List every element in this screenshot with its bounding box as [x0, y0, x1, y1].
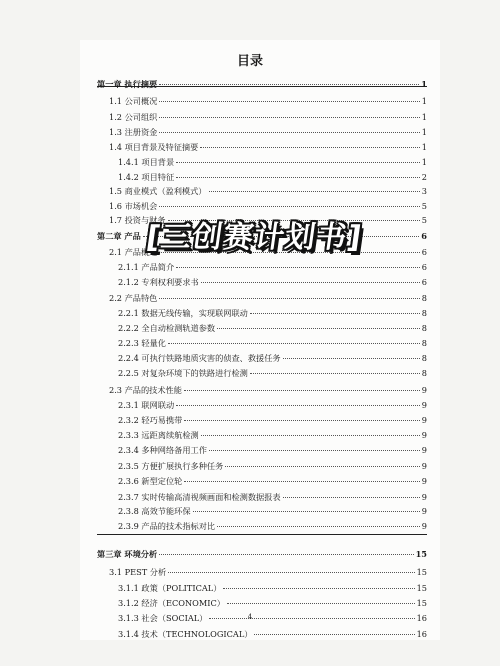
toc-entry-title: 2.3.4 多种网络备用工作: [118, 445, 207, 455]
toc-entry-title: 2.2.5 对复杂环境下的铁路进行检测: [118, 368, 248, 378]
toc-entry[interactable]: [97, 157, 427, 168]
toc-entry-title: 1.5 商业模式（盈利模式）: [109, 186, 207, 196]
toc-leader-dots: [159, 116, 419, 118]
toc-entry-page: 9: [421, 461, 427, 471]
toc-entry-title: 2.1.1 产品简介: [118, 262, 175, 272]
toc-entry-title: 3.1.3 社会（SOCIAL）: [118, 613, 208, 623]
toc-entry-page: 1: [421, 157, 427, 167]
toc-entry-title: 2.2.1 数据无线传输，实现联网联动: [118, 308, 248, 318]
toc-leader-dots: [159, 83, 419, 85]
toc-entry-title: 3.1 PEST 分析: [109, 567, 167, 577]
toc-entry-page: 1: [421, 142, 427, 152]
toc-entry-page: 9: [421, 430, 427, 440]
page-title: 目录: [236, 54, 263, 69]
toc-entry[interactable]: [97, 400, 427, 411]
toc-entry-title: 2.2.4 可执行铁路地质灾害的侦查、救援任务: [118, 353, 281, 363]
toc-entry[interactable]: [97, 127, 427, 138]
toc-entry[interactable]: [97, 583, 427, 594]
toc-entry-title: 2.1 产品概述: [109, 247, 158, 257]
toc-leader-dots: [159, 131, 419, 133]
toc-entry-title: 1.1 公司概况: [109, 96, 158, 106]
toc-entry[interactable]: [97, 79, 427, 90]
toc-entry-title: 2.2.3 轻量化: [118, 338, 166, 348]
toc-leader-dots: [209, 449, 420, 451]
toc-entry-title: 3.1.1 政策（POLITICAL）: [118, 583, 222, 593]
toc-entry-page: 15: [416, 567, 427, 577]
toc-entry-title: 2.3.3 远距离续航检测: [118, 430, 199, 440]
toc-entry[interactable]: [97, 549, 427, 560]
toc-leader-dots: [168, 342, 420, 344]
chapter-rule: [97, 534, 427, 535]
toc-entry-page: 9: [421, 492, 427, 502]
toc-entry-page: 16: [416, 613, 427, 623]
toc-entry-title: 1.4 项目背景及特征摘要: [109, 142, 199, 152]
toc-entry-page: 16: [416, 629, 427, 639]
toc-entry[interactable]: [97, 96, 427, 107]
toc-entry[interactable]: [97, 323, 427, 334]
toc-entry[interactable]: [97, 461, 427, 472]
toc-entry[interactable]: [97, 430, 427, 441]
toc-entry[interactable]: [97, 445, 427, 456]
toc-entry-page: 2: [421, 172, 427, 182]
toc-entry[interactable]: [97, 277, 427, 288]
toc-entry[interactable]: [97, 368, 427, 379]
toc-leader-dots: [250, 372, 420, 374]
toc-entry-page: 8: [421, 308, 427, 318]
toc-leader-dots: [176, 404, 420, 406]
toc-entry-title: 1.6 市场机会: [109, 201, 158, 211]
toc-entry-title: 2.3.7 实时传输高清视频画面和检测数据报表: [118, 492, 281, 502]
toc-entry[interactable]: [97, 353, 427, 364]
toc-entry-title: 2.3.1 联网联动: [118, 400, 175, 410]
toc-leader-dots: [209, 190, 420, 192]
toc-entry-page: 9: [421, 506, 427, 516]
toc-leader-dots: [184, 389, 420, 391]
toc-entry[interactable]: [97, 201, 427, 212]
toc-entry[interactable]: [97, 506, 427, 517]
toc-entry-title: 1.4.1 项目背景: [118, 157, 175, 167]
toc-entry[interactable]: [97, 476, 427, 487]
toc-entry-page: 8: [421, 353, 427, 363]
toc-entry-title: 1.4.2 项目特征: [118, 172, 175, 182]
toc-entry-title: 1.7 投资与财务: [109, 215, 166, 225]
toc-entry-title: 1.3 注册资金: [109, 127, 158, 137]
toc-leader-dots: [225, 465, 419, 467]
toc-leader-dots: [168, 571, 414, 573]
toc-entry[interactable]: [97, 186, 427, 197]
toc-leader-dots: [159, 205, 419, 207]
toc-leader-dots: [227, 602, 415, 604]
toc-entry-page: 8: [421, 323, 427, 333]
toc-entry-title: 2.3.8 高效节能环保: [118, 506, 191, 516]
toc-entry-page: 15: [415, 549, 427, 559]
toc-entry-page: 9: [421, 521, 427, 531]
toc-entry[interactable]: [97, 521, 427, 532]
toc-leader-dots: [184, 419, 419, 421]
toc-entry-page: 1: [421, 79, 427, 89]
toc-leader-dots: [283, 496, 420, 498]
toc-entry[interactable]: [97, 385, 427, 396]
toc-entry-page: 15: [416, 583, 427, 593]
toc-entry-title: 2.3 产品的技术性能: [109, 385, 182, 395]
toc-entry[interactable]: [97, 629, 427, 640]
toc-entry[interactable]: [97, 112, 427, 123]
toc-entry-page: 6: [421, 277, 427, 287]
toc-entry[interactable]: [97, 308, 427, 319]
toc-entry[interactable]: [97, 567, 427, 578]
toc-leader-dots: [283, 357, 420, 359]
toc-leader-dots: [159, 297, 419, 299]
toc-entry[interactable]: [97, 598, 427, 609]
toc-entry-title: 2.2 产品特色: [109, 293, 158, 303]
toc-entry-page: 9: [421, 445, 427, 455]
toc-leader-dots: [193, 510, 420, 512]
toc-leader-dots: [176, 266, 420, 268]
toc-entry-page: 9: [421, 385, 427, 395]
toc-entry[interactable]: [97, 415, 427, 426]
toc-entry-title: 3.1.4 技术（TECHNOLOGICAL）: [118, 629, 253, 639]
toc-entry[interactable]: [97, 142, 427, 153]
toc-entry-page: 1: [421, 127, 427, 137]
toc-entry-page: 8: [421, 368, 427, 378]
toc-entry-page: 6: [421, 262, 427, 272]
toc-entry-page: 8: [421, 338, 427, 348]
page-number: 4: [247, 613, 253, 621]
toc-leader-dots: [250, 312, 420, 314]
toc-leader-dots: [184, 480, 419, 482]
toc-leader-dots: [217, 525, 420, 527]
toc-leader-dots: [176, 176, 420, 178]
toc-entry-title: 3.1.2 经济（ECONOMIC）: [118, 598, 225, 608]
toc-entry-page: 9: [421, 415, 427, 425]
toc-entry-title: 2.3.5 方便扩展执行多种任务: [118, 461, 224, 471]
toc-entry-page: 1: [421, 96, 427, 106]
toc-entry-page: 6: [421, 247, 427, 257]
toc-entry-page: 3: [421, 186, 427, 196]
toc-leader-dots: [159, 100, 419, 102]
toc-leader-dots: [217, 327, 420, 329]
toc-entry[interactable]: [97, 172, 427, 183]
toc-entry-page: 5: [421, 201, 427, 211]
toc-entry-title: 2.2.2 全自动检测轨道参数: [118, 323, 216, 333]
toc-leader-dots: [223, 587, 414, 589]
toc-entry-title: 1.2 公司组织: [109, 112, 158, 122]
toc-leader-dots: [200, 146, 419, 148]
toc-entry-page: 5: [421, 215, 427, 225]
toc-entry[interactable]: [97, 492, 427, 503]
toc-entry[interactable]: [97, 338, 427, 349]
toc-leader-dots: [176, 161, 420, 163]
toc-entry-page: 15: [416, 598, 427, 608]
toc-entry-title: 2.3.2 轻巧易携带: [118, 415, 183, 425]
toc-leader-dots: [201, 434, 420, 436]
toc-entry-title: 第一章 执行摘要: [97, 79, 158, 89]
toc-entry[interactable]: [97, 262, 427, 273]
toc-entry-title: 2.3.9 产品的技术指标对比: [118, 521, 216, 531]
toc-leader-dots: [254, 633, 414, 635]
toc-leader-dots: [201, 281, 420, 283]
toc-entry-title: 2.3.6 新型定位轮: [118, 476, 183, 486]
toc-entry-page: 9: [421, 476, 427, 486]
toc-leader-dots: [159, 553, 413, 555]
toc-entry-page: 9: [421, 400, 427, 410]
toc-entry-title: 2.1.2 专利权利要求书: [118, 277, 199, 287]
toc-entry-page: 8: [421, 293, 427, 303]
toc-entry-title: 第二章 产品: [97, 231, 141, 241]
toc-entry-page: 6: [421, 231, 427, 241]
banner-text: [三创赛计划书]: [144, 220, 365, 255]
toc-entry-page: 1: [421, 112, 427, 122]
toc-entry[interactable]: [97, 293, 427, 304]
title-banner: [125, 212, 385, 256]
toc-entry-title: 第三章 环境分析: [97, 549, 158, 559]
